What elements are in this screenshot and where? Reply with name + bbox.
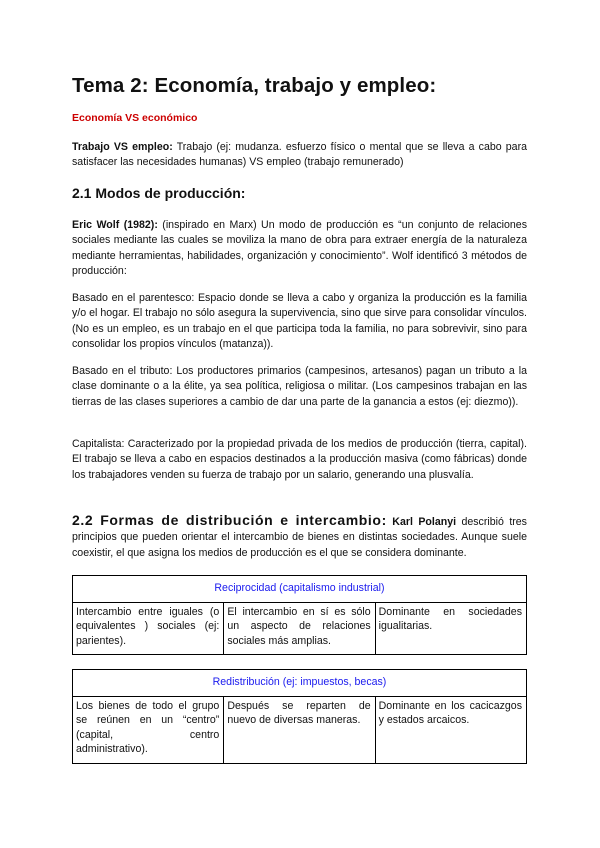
wolf-label: Eric Wolf (1982): bbox=[72, 219, 158, 231]
wolf-paragraph bbox=[72, 218, 527, 279]
redistribucion-table bbox=[72, 669, 527, 764]
parentesco-paragraph: Basado en el parentesco: Espacio donde se lleva a cabo y organiza la producción es la familia y/o el hogar. El trabajo no sólo asegura la supervivencia, sino que sirve para consolidar vínculos. (No es un empleo, es un trabajo en el que participa toda la familia, no para sobrevivir, sino para consolidar los propios vínculos (matanza)). bbox=[72, 292, 527, 350]
table-cell: Los bienes de todo el grupo se reúnen en un “centro” (capital, centro administrativo). bbox=[73, 696, 224, 763]
trabajo-paragraph bbox=[72, 140, 527, 171]
section-heading-distribucion: 2.2 Formas de distribución e intercambio: bbox=[72, 512, 387, 528]
table-cell: El intercambio en sí es sólo un aspecto de relaciones sociales más amplias. bbox=[224, 602, 375, 655]
table-cell: Después se reparten de nuevo de diversas maneras. bbox=[224, 696, 375, 763]
trabajo-label: Trabajo VS empleo: bbox=[72, 141, 173, 153]
polanyi-author: Karl Polanyi bbox=[392, 516, 457, 528]
subtitle: Economía VS económico bbox=[72, 112, 198, 124]
table-cell: Dominante en los cacicazgos y estados arcaicos. bbox=[375, 696, 526, 763]
capitalista-paragraph: Capitalista: Caracterizado por la propiedad privada de los medios de producción (tierra, capital). El trabajo se lleva a cabo en espacios destinados a la producción masiva (como fábricas) donde los trabajadores venden su fuerza de trabajo por un salario, generando una plusvalía. bbox=[72, 438, 527, 481]
page-title: Tema 2: Economía, trabajo y empleo: bbox=[72, 74, 437, 97]
table-cell: Dominante en sociedades igualitarias. bbox=[375, 602, 526, 655]
reciprocidad-table bbox=[72, 575, 527, 655]
table-cell: Intercambio entre iguales (o equivalentes ) sociales (ej: parientes). bbox=[73, 602, 224, 655]
tributo-paragraph: Basado en el tributo: Los productores primarios (campesinos, artesanos) pagan un tributo a la clase dominante o a la élite, ya sea política, religiosa o militar. (Los campesinos trabajan en las tierras de las clases superiores a cambio de dar una parte de la ganancia a estos (ej: diezmo)). bbox=[72, 365, 527, 408]
wolf-text: (inspirado en Marx) Un modo de producción es “un conjunto de relaciones sociales mediante las cuales se moviliza la mano de obra para extraer energía de la naturaleza mediante herramientas, habilidades, organización y conocimiento”. Wolf identificó 3 métodos de producción: bbox=[72, 219, 527, 277]
polanyi-text: describió tres principios que pueden orientar el intercambio de bienes en distintas sociedades. Aunque suele coexistir, el que asigna los medios de producción es el que se considera dominante. bbox=[72, 516, 527, 559]
redistribucion-header: Redistribución (ej: impuestos, becas) bbox=[73, 670, 527, 697]
trabajo-text: Trabajo (ej: mudanza. esfuerzo físico o mental que se lleva a cabo para satisfacer las necesidades humanas) VS empleo (trabajo remunerado) bbox=[72, 141, 527, 169]
polanyi-paragraph bbox=[72, 513, 527, 561]
reciprocidad-header: Reciprocidad (capitalismo industrial) bbox=[73, 576, 527, 603]
section-heading-modos: 2.1 Modos de producción: bbox=[72, 185, 246, 201]
